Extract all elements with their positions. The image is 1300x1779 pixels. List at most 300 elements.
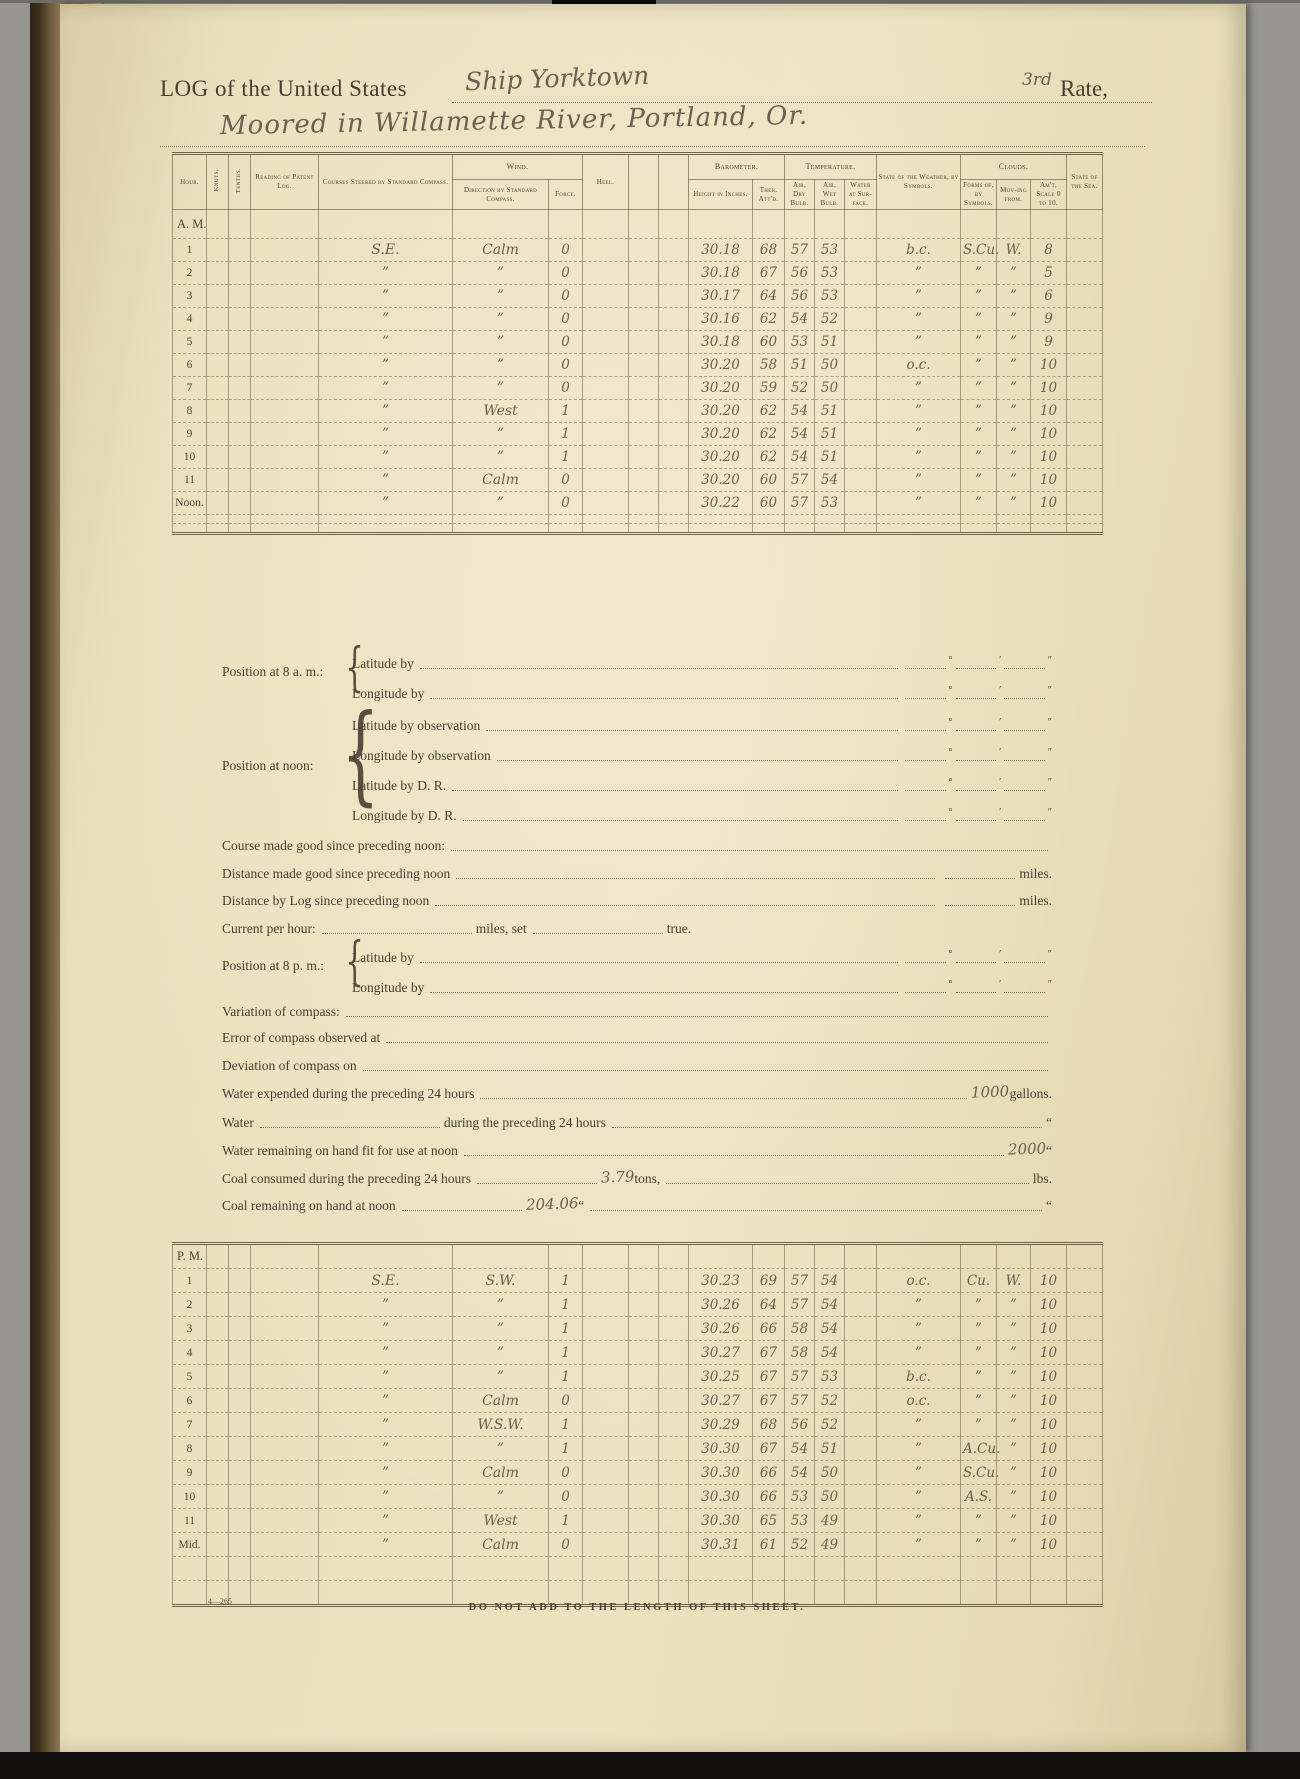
barometer-cell: 30.17 [689,285,753,308]
hour-cell: 7 [173,377,207,400]
dotted-line [402,1210,522,1211]
blank-cell [629,1365,659,1389]
wind-force-cell: 0 [549,377,583,400]
cloud-amount-cell: 10 [1031,354,1067,377]
blank-cell [659,524,689,534]
dotted-line [346,1016,1048,1017]
ther-attached-cell: 67 [753,262,785,285]
cloud-moving-cell: ” [997,308,1031,331]
weather-cell [877,515,961,524]
table-row [173,1533,1103,1557]
barometer-cell: 30.22 [689,492,753,515]
cloud-amount-cell: 10 [1031,1317,1067,1341]
water-surface-cell [845,331,877,354]
wind-force-cell: 0 [549,262,583,285]
blank-cell [629,492,659,515]
tenths-cell [229,524,251,534]
knots-cell [207,1533,229,1557]
wind-force-cell: 1 [549,1509,583,1533]
table-row [173,308,1103,331]
cloud-forms-cell: ” [961,1293,997,1317]
ther-attached-cell: 67 [753,1437,785,1461]
air-wet-cell: 54 [815,1269,845,1293]
col-tenths: Tenths. [229,154,251,210]
weather-cell [877,210,961,239]
dotted-line [430,698,898,699]
blank-cell [629,1461,659,1485]
heel-cell [583,1485,629,1509]
barometer-cell: 30.20 [689,400,753,423]
weather-cell: ” [877,446,961,469]
wind-force-cell [549,524,583,534]
cloud-amount-cell: 10 [1031,400,1067,423]
cloud-forms-cell: ” [961,354,997,377]
cloud-moving-cell: ” [997,1341,1031,1365]
tenths-cell [229,1461,251,1485]
wind-force-cell: 1 [549,1437,583,1461]
cloud-moving-cell [997,1557,1031,1581]
col-patent-log: Reading of Patent Log. [251,154,319,210]
table-row [173,423,1103,446]
course-cell: ” [319,446,453,469]
blank-cell [629,1437,659,1461]
sea-state-cell [1067,1509,1103,1533]
ther-attached-cell [753,1557,785,1581]
weather-cell: o.c. [877,354,961,377]
air-dry-cell: 57 [785,1365,815,1389]
wind-direction-cell: ” [453,354,549,377]
dotted-line [945,905,1015,906]
ther-attached-cell: 64 [753,285,785,308]
deg-min-sec: ° ′ ″ [902,979,1052,998]
barometer-cell: 30.27 [689,1341,753,1365]
dotted-line [666,1183,1029,1184]
tenths-cell [229,1413,251,1437]
table-row [173,354,1103,377]
table-row [173,331,1103,354]
cloud-moving-cell: ” [997,423,1031,446]
sea-state-cell [1067,524,1103,534]
hour-cell: 10 [173,1485,207,1509]
wind-force-cell: 0 [549,1485,583,1509]
patent-log-cell [251,400,319,423]
wind-force-cell: 1 [549,1413,583,1437]
air-wet-cell: 52 [815,1389,845,1413]
water-surface-cell [845,1557,877,1581]
course-cell: ” [319,1365,453,1389]
heel-cell [583,524,629,534]
water-surface-cell [845,524,877,534]
patent-log-cell [251,377,319,400]
table-row [173,1365,1103,1389]
knots-cell [207,423,229,446]
patent-log-cell [251,331,319,354]
knots-cell [207,308,229,331]
current-per-hour-line: Current per hour: miles, set true. [222,921,692,936]
subtitle-dotted-line [160,146,1145,147]
air-dry-cell: 57 [785,1389,815,1413]
cloud-moving-cell: ” [997,469,1031,492]
course-cell: ” [319,469,453,492]
sea-state-cell [1067,1461,1103,1485]
table-row [173,515,1103,524]
patent-log-cell [251,308,319,331]
knots-cell [207,262,229,285]
dotted-line [260,1127,440,1128]
cloud-moving-cell: ” [997,1509,1031,1533]
wind-direction-cell: ” [453,423,549,446]
barometer-cell [689,1557,753,1581]
longitude-obs-line: Longitude by observation ° ′ ″ [352,736,1052,766]
barometer-cell: 30.25 [689,1365,753,1389]
course-cell: ” [319,400,453,423]
brace: { [341,692,380,817]
tenths-cell [229,1557,251,1581]
weather-cell: ” [877,1533,961,1557]
knots-cell [207,524,229,534]
barometer-cell: 30.26 [689,1293,753,1317]
patent-log-cell [251,1269,319,1293]
heel-cell [583,515,629,524]
table-row [173,469,1103,492]
patent-log-cell [251,354,319,377]
course-cell: ” [319,1413,453,1437]
tenths-cell [229,469,251,492]
cloud-forms-cell: ” [961,1389,997,1413]
sea-state-cell [1067,308,1103,331]
cloud-amount-cell: 10 [1031,1533,1067,1557]
heel-cell [583,210,629,239]
air-dry-cell [785,524,815,534]
cloud-forms-cell: ” [961,423,997,446]
cloud-forms-cell: ” [961,308,997,331]
patent-log-cell [251,1389,319,1413]
blank-cell [629,1485,659,1509]
cloud-forms-cell: Cu. [961,1269,997,1293]
patent-log-cell [251,1557,319,1581]
blank-cell [629,1269,659,1293]
ther-attached-cell: 62 [753,446,785,469]
tenths-cell [229,1533,251,1557]
blank-cell [629,1341,659,1365]
heel-cell [583,492,629,515]
air-dry-cell: 52 [785,1533,815,1557]
water-surface-cell [845,1317,877,1341]
table-row [173,1341,1103,1365]
knots-cell [207,210,229,239]
dotted-line [420,668,898,669]
water-surface-cell [845,1485,877,1509]
dotted-line [533,933,663,934]
hour-cell: 3 [173,285,207,308]
air-dry-cell: 58 [785,1341,815,1365]
tenths-cell [229,354,251,377]
table-row [173,400,1103,423]
blank-cell [629,1293,659,1317]
table-row [173,210,1103,239]
hour-cell: 4 [173,1341,207,1365]
weather-cell: ” [877,1437,961,1461]
cloud-amount-cell: 9 [1031,331,1067,354]
cloud-forms-cell [961,1244,997,1269]
table-row [173,1437,1103,1461]
cloud-amount-cell: 10 [1031,377,1067,400]
course-cell: ” [319,1317,453,1341]
page-subtitle [160,100,1150,152]
hour-cell: 2 [173,262,207,285]
table-row [173,1269,1103,1293]
knots-cell [207,1365,229,1389]
water-surface-cell [845,1269,877,1293]
dotted-line [477,1183,597,1184]
blank-cell [659,354,689,377]
air-wet-cell: 49 [815,1509,845,1533]
water-surface-cell [845,1461,877,1485]
air-wet-cell: 53 [815,1365,845,1389]
deg-min-sec: ° ′ ″ [902,717,1052,736]
wind-force-cell: 0 [549,1461,583,1485]
col-cloud-forms: Forms of, by Symbols. [961,180,997,210]
barometer-cell: 30.23 [689,1269,753,1293]
patent-log-cell [251,1485,319,1509]
dotted-line [386,1042,1048,1043]
blank-cell [629,1509,659,1533]
rate-printed: Rate, [1060,76,1108,101]
sea-state-cell [1067,1341,1103,1365]
blank-cell [659,1413,689,1437]
knots-cell [207,1509,229,1533]
position-noon-label: Position at noon: [222,758,314,773]
sea-state-cell [1067,1365,1103,1389]
blank-cell [629,1389,659,1413]
tenths-cell [229,446,251,469]
latitude-8pm-line: Latitude by ° ′ ″ [352,938,1052,968]
wind-direction-cell: Calm [453,239,549,262]
sea-state-cell [1067,377,1103,400]
cloud-amount-cell: 10 [1031,1413,1067,1437]
water-surface-cell [845,377,877,400]
water-surface-cell [845,469,877,492]
wind-direction-cell: West [453,400,549,423]
cloud-forms-cell: ” [961,1341,997,1365]
knots-cell [207,1389,229,1413]
table-row [173,262,1103,285]
course-cell: ” [319,492,453,515]
blank-cell [659,1533,689,1557]
patent-log-cell [251,262,319,285]
cloud-amount-cell: 10 [1031,1437,1067,1461]
wind-direction-cell: W.S.W. [453,1413,549,1437]
dotted-line [430,992,898,993]
blank-cell [659,423,689,446]
dotted-line [612,1127,1042,1128]
ther-attached-cell: 69 [753,1269,785,1293]
sea-state-cell [1067,1533,1103,1557]
heel-cell [583,331,629,354]
cloud-amount-cell: 10 [1031,1389,1067,1413]
ther-attached-cell: 60 [753,469,785,492]
cloud-amount-cell: 10 [1031,1509,1067,1533]
patent-log-cell [251,285,319,308]
ther-attached-cell: 67 [753,1365,785,1389]
blank-cell [629,285,659,308]
table-row [173,1485,1103,1509]
course-cell: ” [319,1293,453,1317]
position-8am-label: Position at 8 a. m.: [222,664,324,679]
cloud-moving-cell: ” [997,1317,1031,1341]
sea-state-cell [1067,1317,1103,1341]
wind-direction-cell: ” [453,262,549,285]
error-of-compass-line: Error of compass observed at [222,1024,1052,1048]
ther-attached-cell [753,515,785,524]
air-dry-cell: 57 [785,1269,815,1293]
col-bar-height: Height in Inches. [689,180,753,210]
air-dry-cell: 54 [785,1461,815,1485]
blank-cell [629,524,659,534]
blank-cell [659,1485,689,1509]
blank-cell [659,1365,689,1389]
blank-cell [659,262,689,285]
ther-attached-cell: 66 [753,1485,785,1509]
water-expended-line: Water expended during the preceding 24 hours 1000 gallons. [222,1082,1052,1102]
barometer-cell [689,515,753,524]
knots-cell [207,239,229,262]
hour-cell: 7 [173,1413,207,1437]
dotted-line [322,933,472,934]
water-surface-cell [845,308,877,331]
heel-cell [583,1461,629,1485]
table-row [173,1557,1103,1581]
table-row [173,492,1103,515]
wind-force-cell: 1 [549,446,583,469]
weather-cell: ” [877,1341,961,1365]
water-surface-cell [845,1341,877,1365]
longitude-dr-line: Longitude by D. R. ° ′ ″ [352,796,1052,826]
hour-cell: 11 [173,1509,207,1533]
patent-log-cell [251,469,319,492]
cloud-forms-cell [961,1557,997,1581]
blank-cell [629,400,659,423]
tenths-cell [229,377,251,400]
wind-force-cell: 1 [549,1269,583,1293]
knots-cell [207,285,229,308]
log-page [60,4,1246,1752]
air-dry-cell [785,515,815,524]
knots-cell [207,377,229,400]
hour-cell: 5 [173,1365,207,1389]
footer-instruction: DO NOT ADD TO THE LENGTH OF THIS SHEET. [468,1602,806,1613]
air-dry-cell: 57 [785,1293,815,1317]
air-wet-cell: 54 [815,1293,845,1317]
course-cell: ” [319,1509,453,1533]
cloud-moving-cell: ” [997,492,1031,515]
wind-force-cell: 1 [549,1293,583,1317]
coal-remaining-line: Coal remaining on hand at noon 204.06 “ “ [222,1194,1052,1214]
cloud-moving-cell: ” [997,1461,1031,1485]
hour-cell: 6 [173,354,207,377]
hour-cell: 6 [173,1389,207,1413]
distance-made-good-line: Distance made good since preceding noon miles. [222,866,1052,881]
air-wet-cell: 50 [815,354,845,377]
brace: { [345,932,364,992]
cloud-forms-cell: ” [961,1509,997,1533]
tenths-cell [229,1389,251,1413]
course-cell: ” [319,1341,453,1365]
tenths-cell [229,262,251,285]
sea-state-cell [1067,285,1103,308]
air-wet-cell [815,1244,845,1269]
hour-cell: 3 [173,1317,207,1341]
heel-cell [583,285,629,308]
deg-min-sec: ° ′ ″ [902,685,1052,704]
cloud-moving-cell: ” [997,1413,1031,1437]
cloud-forms-cell: ” [961,262,997,285]
air-wet-cell: 50 [815,1461,845,1485]
wind-direction-cell: ” [453,1341,549,1365]
blank-cell [659,469,689,492]
hour-cell: 1 [173,239,207,262]
water-remaining-line: Water remaining on hand fit for use at noon 2000 “ [222,1139,1052,1159]
scan-edge-bottom [0,1752,1300,1779]
blank-cell [659,377,689,400]
deviation-line: Deviation of compass on [222,1052,1052,1076]
longitude-8pm-line: Longitude by ° ′ ″ [352,968,1052,998]
water-surface-cell [845,262,877,285]
air-wet-cell: 51 [815,1437,845,1461]
course-cell [319,515,453,524]
ther-attached-cell [753,1244,785,1269]
blank-cell [659,1317,689,1341]
blank-cell [629,354,659,377]
coal-consumed-value: 3.79 [600,1167,635,1187]
ther-attached-cell: 65 [753,1509,785,1533]
ther-attached-cell: 58 [753,354,785,377]
patent-log-cell [251,446,319,469]
sea-state-cell [1067,262,1103,285]
heel-cell [583,1365,629,1389]
knots-cell [207,1413,229,1437]
knots-cell [207,515,229,524]
hour-cell: 8 [173,400,207,423]
pm-log-table [172,1242,1103,1607]
water-surface-cell [845,1533,877,1557]
blank-cell [659,1461,689,1485]
coal-remaining-value: 204.06 [525,1194,579,1214]
wind-direction-cell [453,210,549,239]
barometer-cell: 30.20 [689,354,753,377]
heel-cell [583,1244,629,1269]
wind-direction-cell: ” [453,1485,549,1509]
cloud-forms-cell: ” [961,1317,997,1341]
cloud-moving-cell [997,210,1031,239]
sea-state-cell [1067,492,1103,515]
cloud-forms-cell [961,210,997,239]
course-cell [319,1244,453,1269]
water-surface-cell [845,1413,877,1437]
air-wet-cell [815,210,845,239]
course-cell: ” [319,1533,453,1557]
sea-state-cell [1067,400,1103,423]
wind-direction-cell [453,515,549,524]
blank-cell [659,446,689,469]
weather-cell: ” [877,1485,961,1509]
weather-cell [877,1244,961,1269]
hour-cell: 11 [173,469,207,492]
tenths-cell [229,1509,251,1533]
blank-cell [629,1557,659,1581]
heel-cell [583,354,629,377]
cloud-forms-cell: ” [961,400,997,423]
